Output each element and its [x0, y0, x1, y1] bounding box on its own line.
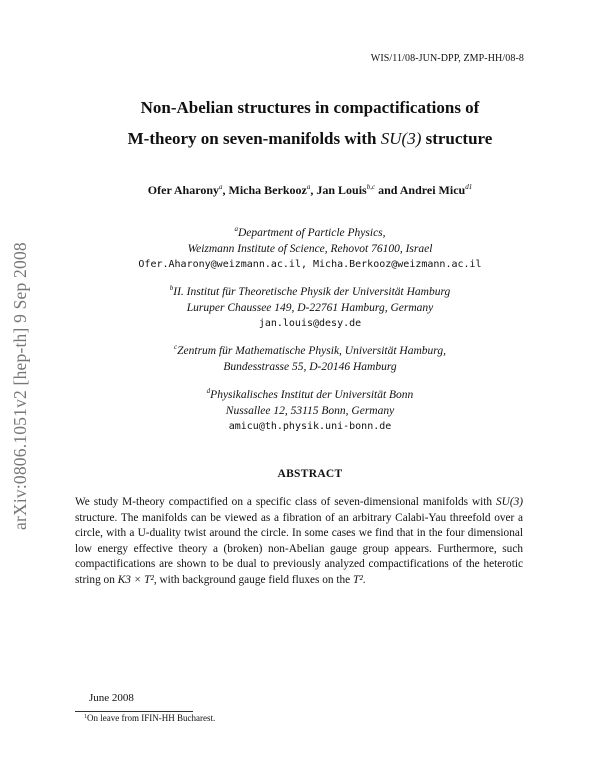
affiliation-line: Luruper Chaussee 149, D-22761 Hamburg, Germany: [186, 301, 434, 314]
affiliation-line: Department of Particle Physics,: [237, 227, 386, 239]
footnote-divider: [75, 711, 193, 712]
abstract-math: K3 × T²: [117, 573, 154, 586]
abstract-heading: ABSTRACT: [277, 468, 343, 480]
author-affil-mark: b,c: [366, 183, 376, 191]
abstract-text: We study M-theory compactified on a specific class of seven-dimensional manifolds with: [75, 496, 497, 508]
author-separator: and: [375, 183, 400, 197]
abstract-text: , with background gauge field fluxes on the: [153, 573, 354, 586]
footnote-mark: 1: [84, 714, 87, 720]
footnote: [84, 713, 215, 723]
author-name: Andrei Micu: [399, 183, 466, 197]
title-line-1: Non-Abelian structures in compactifications of: [140, 98, 480, 117]
footnote-text: On leave from IFIN-HH Bucharest.: [87, 713, 216, 723]
affiliation-line: Physikalisches Institut der Universität Bonn: [210, 389, 414, 401]
affiliation-line: Weizmann Institute of Science, Rehovot 76100, Israel: [187, 242, 433, 255]
affiliation-c: [40, 340, 580, 375]
affiliation-a: [40, 222, 580, 273]
affiliation-line: Zentrum für Mathematische Physik, Universität Hamburg,: [177, 345, 446, 357]
paper-title: [40, 92, 580, 154]
affiliation-mark: c: [174, 343, 178, 351]
report-number: WIS/11/08-JUN-DPP, ZMP-HH/08-8: [370, 53, 524, 64]
title-line-2-prefix: M-theory on seven-manifolds with: [127, 129, 381, 148]
author-affil-mark: a: [219, 183, 223, 191]
author-name: Micha Berkooz: [228, 183, 307, 197]
affiliation-mark: a: [234, 225, 238, 233]
affiliation-b: [40, 281, 580, 332]
abstract-math: T²: [353, 573, 363, 586]
abstract-math: SU(3): [496, 496, 523, 508]
author-separator: ,: [222, 183, 229, 197]
abstract-text: structure. The manifolds can be viewed as a fibration of an arbitrary Calabi-Yau threefold over a circle, with a U-duality twist around the circle. In some cases we find that in the four dimensional low energy effective theory a (broken) non-Abelian gauge group appears. Furthermore, such compactifications are shown to be dual to previously analyzed compactifications of the heterotic string on: [75, 511, 523, 586]
author-separator: ,: [310, 183, 317, 197]
email-link[interactable]: Ofer.Aharony@weizmann.ac.il, Micha.Berkooz@weizmann.ac.il: [138, 259, 482, 270]
affiliation-line: II. Institut für Theoretische Physik der Universität Hamburg: [173, 286, 451, 298]
author-affil-mark: d1: [465, 183, 473, 191]
affiliation-d: [40, 384, 580, 435]
affiliation-mark: b: [169, 284, 174, 292]
author-name: Jan Louis: [316, 183, 367, 197]
affiliation-mark: d: [206, 387, 211, 395]
affiliation-line: Bundesstrasse 55, D-20146 Hamburg: [223, 360, 397, 373]
abstract-text: .: [362, 573, 366, 586]
title-line-2-suffix: structure: [421, 129, 493, 148]
author-list: [40, 183, 580, 198]
arxiv-identifier[interactable]: arXiv:0806.1051v2 [hep-th] 9 Sep 2008: [10, 242, 30, 530]
email-link[interactable]: jan.louis@desy.de: [258, 318, 362, 329]
title-math-su3: SU(3): [380, 129, 422, 148]
title-line-2: [40, 123, 580, 154]
author-affil-mark: a: [306, 183, 311, 191]
author-name: Ofer Aharony: [147, 183, 220, 197]
affiliation-line: Nussallee 12, 53115 Bonn, Germany: [225, 404, 395, 417]
abstract-body: [75, 495, 523, 589]
email-link[interactable]: amicu@th.physik.uni-bonn.de: [228, 421, 392, 432]
publication-date: June 2008: [89, 692, 134, 704]
